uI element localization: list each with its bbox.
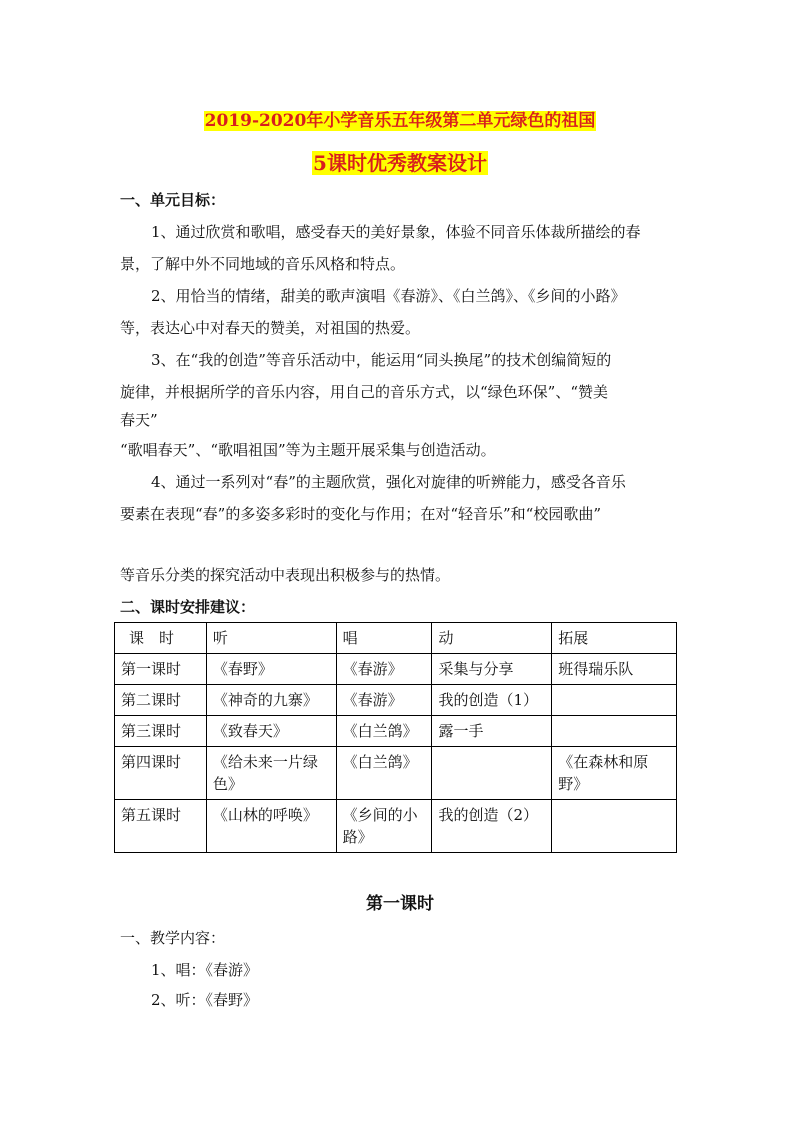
table-cell: 《给未来一片绿色》 [206,747,336,800]
table-cell [552,716,677,747]
goal-line: 1、通过欣赏和歌唱，感受春天的美好景象，体验不同音乐体裁所描绘的春 [151,223,641,241]
table-cell: 《致春天》 [206,716,336,747]
table-header-cell: 唱 [336,623,432,654]
table-cell: 《春游》 [336,685,432,716]
lesson1-item: 2、听：《春野》 [151,991,259,1009]
table-row [115,654,677,685]
goal-line: 等音乐分类的探究活动中表现出积极参与的热情。 [120,566,451,584]
lesson1-item: 1、唱：《春游》 [151,961,259,979]
table-header-cell: 课 时 [115,623,207,654]
goal-line: “歌唱春天”、“歌唱祖国”等为主题开展采集与创造活动。 [120,441,496,459]
table-cell: 《山林的呼唤》 [206,800,336,853]
table-row [115,800,677,853]
document-title-line2: 5课时优秀教案设计 [313,151,487,175]
table-header-cell: 听 [206,623,336,654]
table-cell [552,800,677,853]
table-cell: 《神奇的九寨》 [206,685,336,716]
goal-line: 等，表达心中对春天的赞美，对祖国的热爱。 [120,319,421,337]
table-cell: 第三课时 [115,716,207,747]
table-cell: 第一课时 [115,654,207,685]
table-cell: 采集与分享 [432,654,552,685]
table-cell: 第四课时 [115,747,207,800]
table-cell: 《乡间的小路》 [336,800,432,853]
table-cell: 《白兰鸽》 [336,747,432,800]
table-header-row [115,623,677,654]
table-header-cell: 动 [432,623,552,654]
goal-line: 景，了解中外不同地域的音乐风格和特点。 [120,255,406,273]
table-cell: 班得瑞乐队 [552,654,677,685]
table-row [115,716,677,747]
table-cell: 第二课时 [115,685,207,716]
goal-line: 4、通过一系列对“春”的主题欣赏，强化对旋律的听辨能力，感受各音乐 [151,473,626,491]
section1-heading: 一、单元目标： [120,191,226,209]
goal-line: 要素在表现“春”的多姿多彩时的变化与作用；在对“轻音乐”和“校园歌曲” [120,505,602,523]
table-cell: 《春游》 [336,654,432,685]
schedule-table [114,622,677,853]
document-title-line1: 2019-2020年小学音乐五年级第二单元绿色的祖国 [204,111,596,131]
goal-line: 3、在“我的创造”等音乐活动中，能运用“同头换尾”的技术创编简短的 [151,351,612,369]
goal-line: 旋律，并根据所学的音乐内容，用自己的音乐方式，以“绿色环保”、“赞美 [120,383,609,401]
table-cell: 露一手 [432,716,552,747]
table-cell: 第五课时 [115,800,207,853]
table-cell: 《春野》 [206,654,336,685]
section2-heading: 二、课时安排建议： [120,598,256,616]
table-cell [432,747,552,800]
lesson1-title: 第一课时 [366,894,434,914]
table-header-cell: 拓展 [552,623,677,654]
table-cell: 《白兰鸽》 [336,716,432,747]
goal-line: 2、用恰当的情绪，甜美的歌声演唱《春游》、《白兰鸽》、《乡间的小路》 [151,287,626,305]
table-cell: 我的创造（2） [432,800,552,853]
table-row [115,685,677,716]
table-cell: 《在森林和原野》 [552,747,677,800]
table-cell [552,685,677,716]
table-row [115,747,677,800]
goal-line: 春天” [120,411,158,429]
lesson1-content-heading: 一、教学内容： [120,929,226,947]
table-cell: 我的创造（1） [432,685,552,716]
